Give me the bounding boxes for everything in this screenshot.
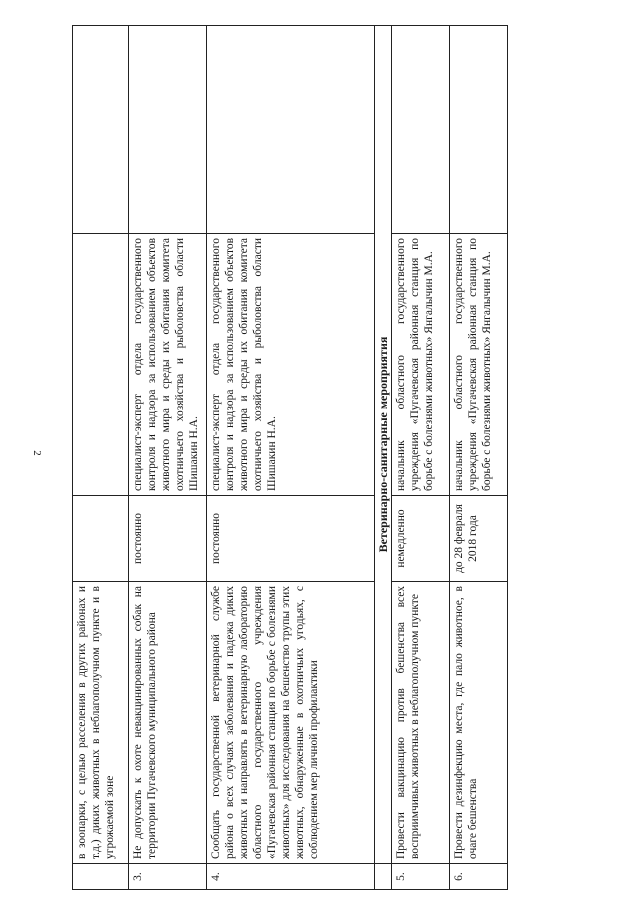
row-number: 3. xyxy=(129,864,207,890)
section-number-cell xyxy=(375,864,392,890)
responsible-cell: специалист-эксперт отдела государственного контроля и надзора за использованием объектов животного мира и среды их обитания комитета охотничьего хозяйства и рыболовства области Шишакин Н.А. xyxy=(129,234,207,496)
event-cell: Провести вакцинацию против бешенства всех восприимчивых животных в неблагополучном пункте xyxy=(392,582,450,864)
term-cell: постоянно xyxy=(207,496,375,582)
extra-cell xyxy=(392,26,450,234)
extra-cell xyxy=(129,26,207,234)
event-cell: Не допускать к охоте невакцинированных собак на территории Пугачевского муниципального района xyxy=(129,582,207,864)
responsible-cell: специалист-эксперт отдела государственного контроля и надзора за использованием объектов животного мира и среды их обитания комитета охотничьего хозяйства и рыболовства области Шишакин Н.А. xyxy=(207,234,375,496)
term-cell: постоянно xyxy=(129,496,207,582)
responsible-cell xyxy=(73,234,129,496)
table-row xyxy=(73,26,129,890)
responsible-cell: начальник областного государственного учреждения «Пугачевская районная станция по борьбе с болезнями животных» Янгалычин М.А. xyxy=(392,234,450,496)
row-number xyxy=(73,864,129,890)
section-row xyxy=(375,26,392,890)
rotated-page xyxy=(72,25,640,890)
row-number: 4. xyxy=(207,864,375,890)
section-title: Ветеринарно-санитарные мероприятия xyxy=(375,26,392,864)
extra-cell xyxy=(450,26,508,234)
responsible-cell: начальник областного государственного учреждения «Пугачевская районная станция по борьбе с болезнями животных» Янгалычин М.А. xyxy=(450,234,508,496)
term-cell: до 28 февраля 2018 года xyxy=(450,496,508,582)
term-cell: немедленно xyxy=(392,496,450,582)
table-row xyxy=(129,26,207,890)
row-number: 5. xyxy=(392,864,450,890)
table-row xyxy=(450,26,508,890)
event-cell: Провести дезинфекцию места, где пало животное, в очаге бешенства xyxy=(450,582,508,864)
extra-cell xyxy=(73,26,129,234)
row-number: 6. xyxy=(450,864,508,890)
page-number: 2 xyxy=(30,450,43,456)
event-cell: в зоопарки, с целью расселения в других районах и т.д.) диких животных в неблагополучном пункте и в угрожаемой зоне xyxy=(73,582,129,864)
extra-cell xyxy=(207,26,375,234)
table-row xyxy=(207,26,375,890)
event-cell: Сообщать государственной ветеринарной службе района о всех случаях заболевания и падежа диких животных и направлять в ветеринарную лабораторию областного государственного учреждения «Пугачевская районная станция по борьбе с болезнями животных» для исследования на бешенство трупы этих животных, обнаруженные в охотничьих угодьях, с соблюдением мер личной профилактики xyxy=(207,582,375,864)
measures-table xyxy=(72,25,508,890)
table-row xyxy=(392,26,450,890)
term-cell xyxy=(73,496,129,582)
